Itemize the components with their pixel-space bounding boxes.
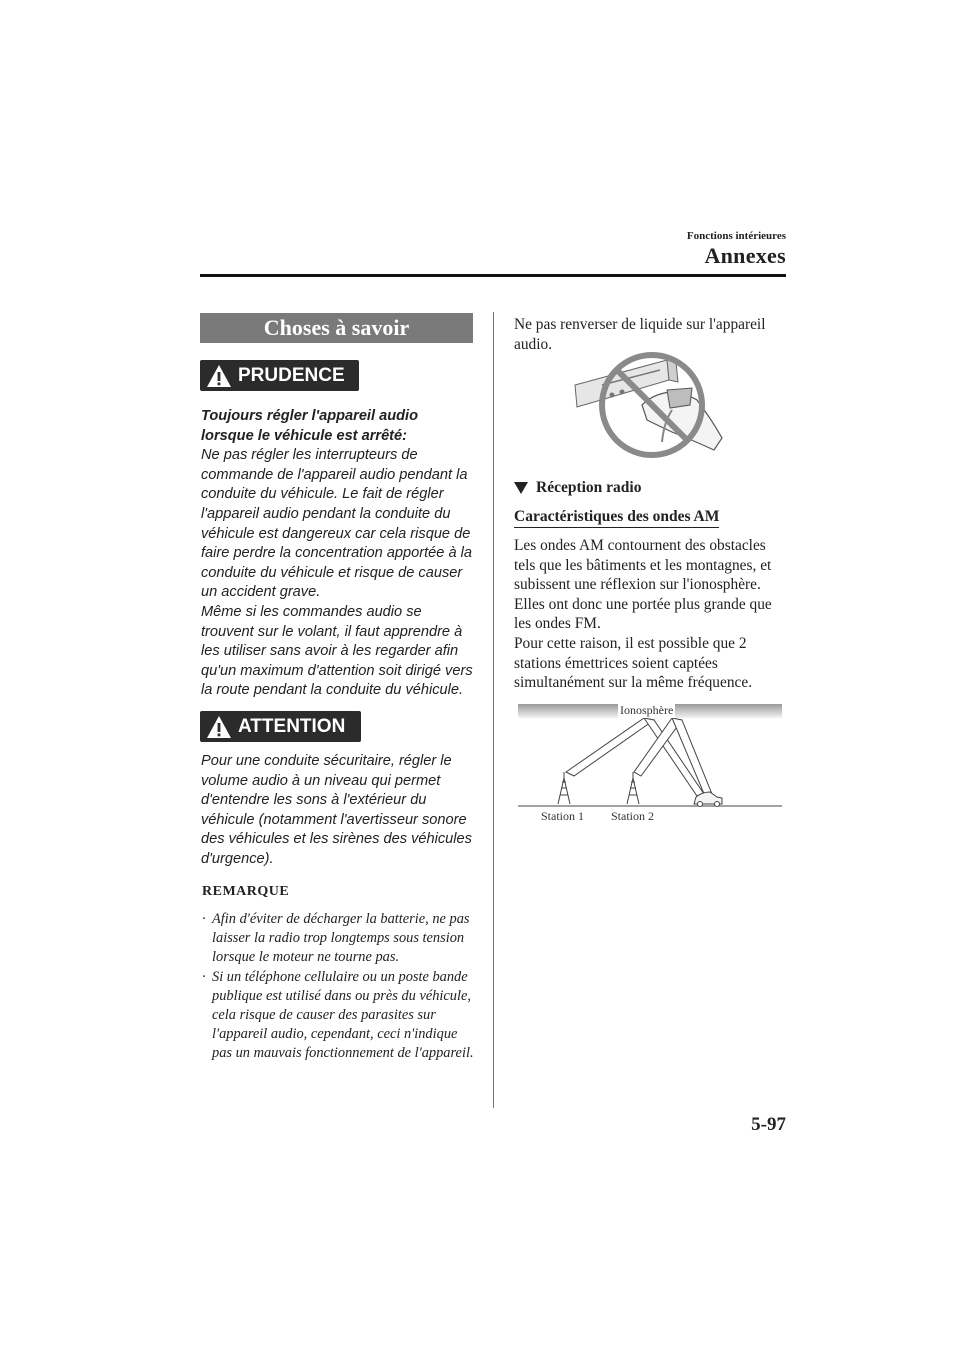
no-liquid-illustration [572, 350, 732, 465]
attention-label: ATTENTION [238, 715, 346, 737]
prudence-text [201, 407, 473, 701]
remarque-label: REMARQUE [202, 884, 290, 899]
page-number: 5-97 [751, 1114, 786, 1135]
remarque-list [200, 910, 475, 1064]
am-diagram [514, 700, 784, 830]
triangle-down-icon [514, 482, 528, 494]
station-2-label: Station 2 [611, 809, 655, 823]
am-paragraph-1: Les ondes AM contournent des obstacles tels que les bâtiments et les montagnes, et subissent une réflexion sur l'ionosphère. Elles ont donc une portée plus grande que les ondes FM. [514, 537, 772, 633]
warning-triangle-icon [206, 364, 232, 388]
header-section: Fonctions intérieures [686, 230, 786, 242]
bullet-icon: · [202, 968, 206, 985]
am-heading: Caractéristiques des ondes AM [514, 508, 719, 528]
ionosphere-label: Ionosphère [620, 703, 674, 717]
list-item: · Si un téléphone cellulaire ou un poste bande publique est utilisé dans ou près du véhicule, cela risque de causer des parasites sur l'appareil audio, cependant, ceci n'indique pas un mauvais fonctionnement de l'appareil. [202, 968, 474, 1062]
prudence-paragraph-1: Ne pas régler les interrupteurs de commande de l'appareil audio pendant la conduite du véhicule. Le fait de régler l'appareil audio pendant la conduite du véhicule est dangereux car cela risque de faire perdre la concentration apportée à la conduite du véhicule et risque de causer un accident grave. [201, 447, 472, 601]
prudence-paragraph-2: Même si les commandes audio se trouvent sur le volant, il faut apprendre à les utiliser sans avoir à les regarder afin qu'un maximum d'attention soit dirigé vers la route pendant la conduite du véhicule. [201, 603, 473, 699]
subsection-heading: Réception radio [514, 479, 641, 497]
prudence-heading: Toujours régler l'appareil audio lorsque le véhicule est arrêté: [201, 408, 419, 444]
prudence-badge [200, 360, 359, 391]
attention-text: Pour une conduite sécuritaire, régler le volume audio à un niveau qui permet d'entendre les sons à l'extérieur du véhicule (notamment l'avertisseur sonore des véhicules et les sirènes des véhicules d'urgence). [201, 753, 472, 867]
attention-badge [200, 711, 361, 742]
am-paragraph-2: Pour cette raison, il est possible que 2 stations émettrices soient captées simultanément sur la même fréquence. [514, 634, 753, 692]
station-1-label: Station 1 [541, 809, 585, 823]
warning-triangle-icon [206, 715, 232, 739]
bullet-icon: · [202, 911, 206, 927]
header-rule [200, 274, 786, 277]
am-text [514, 536, 788, 693]
liquid-note: Ne pas renverser de liquide sur l'appareil audio. [514, 316, 766, 353]
section-title: Choses à savoir [200, 313, 473, 343]
list-item: · Afin d'éviter de décharger la batterie, ne pas laisser la radio trop longtemps sous tension lorsque le moteur ne tourne pas. [202, 911, 470, 966]
header-chapter: Annexes [704, 243, 786, 268]
prudence-label: PRUDENCE [238, 364, 345, 386]
column-divider [493, 312, 494, 1108]
